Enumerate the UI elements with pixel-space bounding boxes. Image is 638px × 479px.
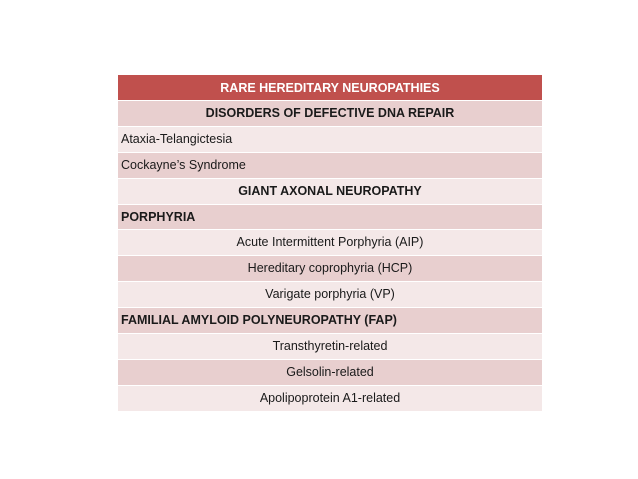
table-row: Varigate porphyria (VP)	[118, 282, 542, 308]
table-row: DISORDERS OF DEFECTIVE DNA REPAIR	[118, 101, 542, 127]
table-row: PORPHYRIA	[118, 205, 542, 231]
table-row: GIANT AXONAL NEUROPATHY	[118, 179, 542, 205]
table-row: FAMILIAL AMYLOID POLYNEUROPATHY (FAP)	[118, 308, 542, 334]
table-row: Ataxia-Telangictesia	[118, 127, 542, 153]
table-row: Acute Intermittent Porphyria (AIP)	[118, 230, 542, 256]
table-row: Transthyretin-related	[118, 334, 542, 360]
table-row: Cockayne’s Syndrome	[118, 153, 542, 179]
table-row: Hereditary coprophyria (HCP)	[118, 256, 542, 282]
neuropathies-table	[118, 75, 542, 412]
table-row: Apolipoprotein A1-related	[118, 386, 542, 412]
table-header: RARE HEREDITARY NEUROPATHIES	[118, 75, 542, 101]
table-row: Gelsolin-related	[118, 360, 542, 386]
